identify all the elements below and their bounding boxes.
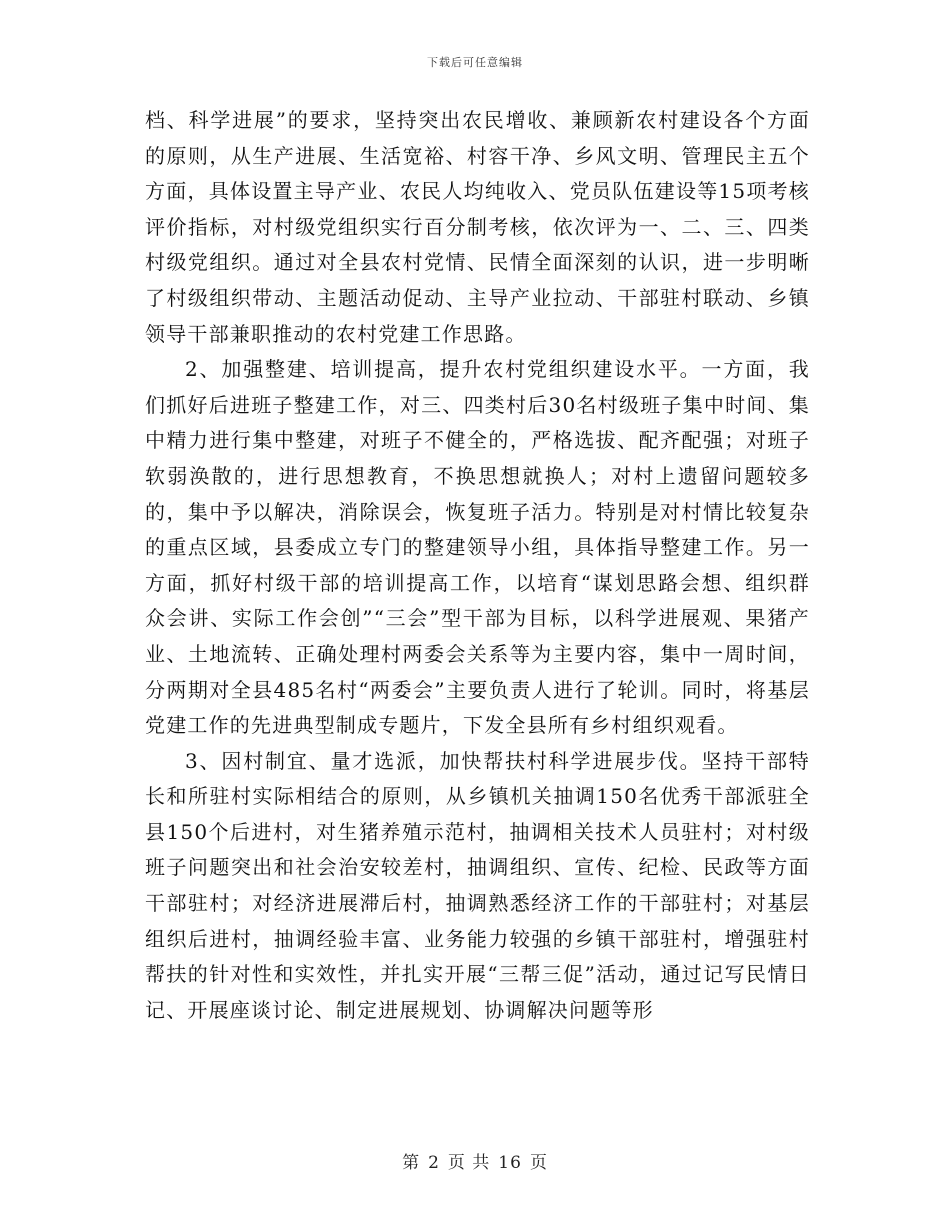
paragraph-3: 3、因村制宜、量才选派，加快帮扶村科学进展步伐。坚持干部特长和所驻村实际相结合的原则，从乡镇机关抽调150名优秀干部派驻全县150个后进村，对生猪养殖示范村，抽调相关技术人员驻村；对村级班子问题突出和社会治安较差村，抽调组织、宣传、纪检、民政等方面干部驻村；对经济进展滞后村，抽调熟悉经济工作的干部驻村；对基层组织后进村，抽调经验丰富、业务能力较强的乡镇干部驻村，增强驻村帮扶的针对性和实效性，并扎实开展“三帮三促”活动，通过记写民情日记、开展座谈讨论、制定进展规划、协调解决问题等形 xyxy=(145,748,810,1022)
paragraph-continued: 档、科学进展”的要求，坚持突出农民增收、兼顾新农村建设各个方面的原则，从生产进展、生活宽裕、村容干净、乡风文明、管理民主五个方面，具体设置主导产业、农民人均纯收入、党员队伍建设等15项考核评价指标，对村级党组织实行百分制考核，依次评为一、二、三、四类村级党组织。通过对全县农村党情、民情全面深刻的认识，进一步明晰了村级组织带动、主题活动促动、主导产业拉动、干部驻村联动、乡镇领导干部兼职推动的农村党建工作思路。 xyxy=(145,108,810,346)
paragraph-2: 2、加强整建、培训提高，提升农村党组织建设水平。一方面，我们抓好后进班子整建工作，对三、四类村后30名村级班子集中时间、集中精力进行集中整建，对班子不健全的，严格选拔、配齐配强；对班子软弱涣散的，进行思想教育，不换思想就换人；对村上遗留问题较多的，集中予以解决，消除误会，恢复班子活力。特别是对村情比较复杂的重点区域，县委成立专门的整建领导小组，具体指导整建工作。另一方面，抓好村级干部的培训提高工作，以培育“谋划思路会想、组织群众会讲、实际工作会创”“三会”型干部为目标，以科学进展观、果猪产业、土地流转、正确处理村两委会关系等为主要内容，集中一周时间，分两期对全县485名村“两委会”主要负责人进行了轮训。同时，将基层党建工作的先进典型制成专题片，下发全县所有乡村组织观看。 xyxy=(145,357,810,738)
total-page-number: 16 xyxy=(498,1153,522,1173)
footer-suffix: 页 xyxy=(529,1153,548,1173)
document-body xyxy=(145,103,810,1028)
footer-prefix: 第 xyxy=(402,1153,421,1173)
page-header: 下载后可任意编辑 xyxy=(427,56,523,69)
footer-middle: 页 共 xyxy=(447,1153,491,1173)
current-page-number: 2 xyxy=(428,1153,440,1173)
page-footer xyxy=(0,1148,950,1173)
